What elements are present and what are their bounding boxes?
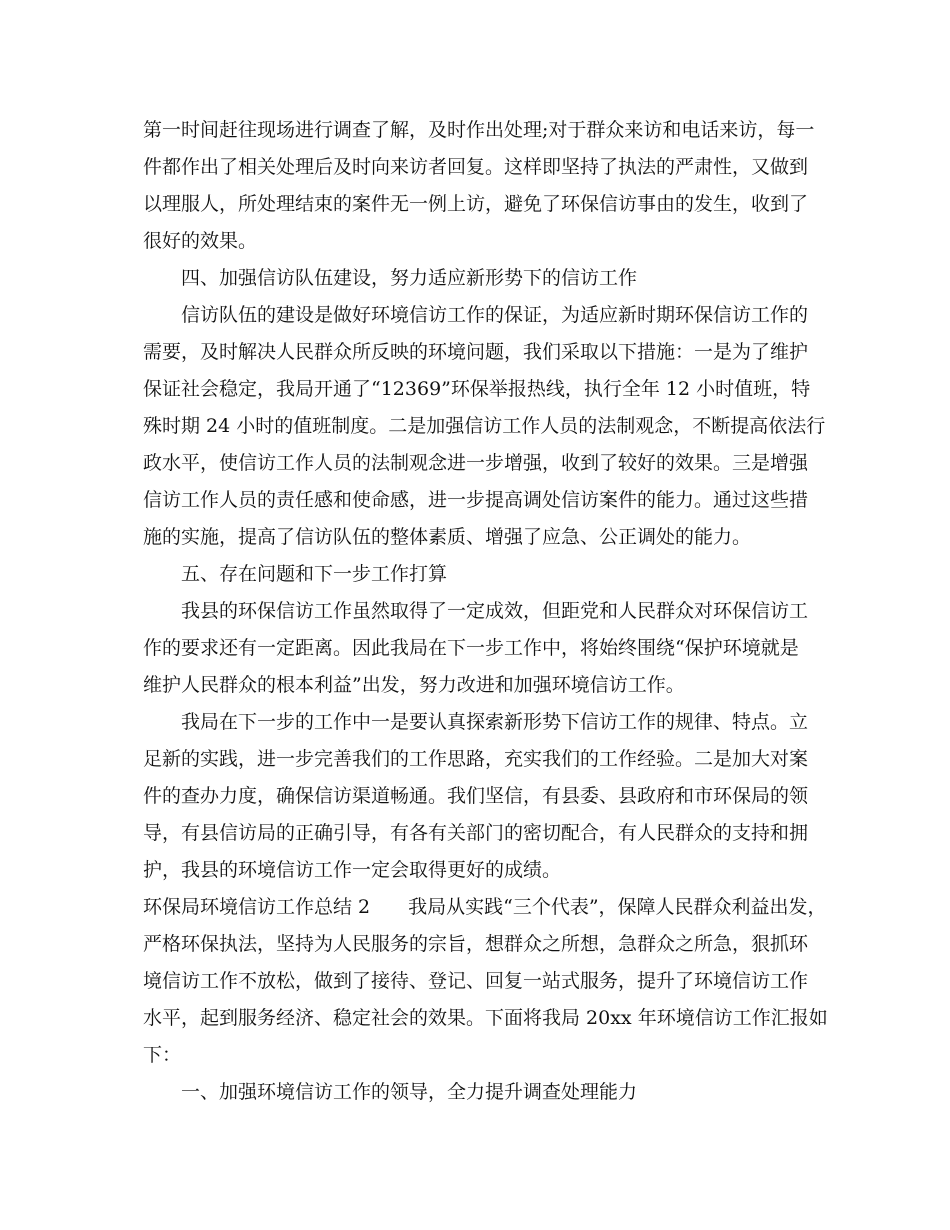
paragraph-start-line: 我局在下一步的工作中一是要认真探索新形势下信访工作的规律、特点。立 <box>181 711 809 733</box>
text-line: 信访工作人员的责任感和使命感，进一步提高调处信访案件的能力。通过这些措 <box>143 489 809 511</box>
text-line: 施的实施，提高了信访队伍的整体素质、增强了应急、公正调处的能力。 <box>143 526 752 548</box>
paragraph-start-line: 信访队伍的建设是做好环境信访工作的保证，为适应新时期环保信访工作的 <box>181 304 809 326</box>
section-heading: 一、加强环境信访工作的领导，全力提升调查处理能力 <box>181 1081 638 1103</box>
text-line: 境信访工作不放松，做到了接待、登记、回复一站式服务，提升了环境信访工作 <box>143 970 809 992</box>
text-line: 足新的实践，进一步完善我们的工作思路，充实我们的工作经验。二是加大对案 <box>143 748 809 770</box>
text-line: 保证社会稳定，我局开通了“12369”环保举报热线，执行全年 12 小时值班，特 <box>143 378 811 400</box>
text-line: 第一时间赶往现场进行调查了解，及时作出处理;对于群众来访和电话来访，每一 <box>143 119 815 141</box>
text-line: 护，我县的环境信访工作一定会取得更好的成绩。 <box>143 859 562 881</box>
text-line: 件都作出了相关处理后及时向来访者回复。这样即坚持了执法的严肃性，又做到 <box>143 156 809 178</box>
text-line: 维护人民群众的根本利益”出发，努力改进和加强环境信访工作。 <box>143 674 685 696</box>
text-line: 下： <box>143 1044 182 1066</box>
text-line: 导，有县信访局的正确引导，有各有关部门的密切配合，有人民群众的支持和拥 <box>143 822 809 844</box>
text-line: 需要，及时解决人民群众所反映的环境问题，我们采取以下措施：一是为了维护 <box>143 341 809 363</box>
text-line: 以理服人，所处理结束的案件无一例上访，避免了环保信访事由的发生，收到了 <box>143 193 809 215</box>
text-line: 件的查办力度，确保信访渠道畅通。我们坚信，有县委、县政府和市环保局的领 <box>143 785 809 807</box>
document-title-line: 环保局环境信访工作总结 2 我局从实践“三个代表”，保障人民群众利益出发， <box>143 896 827 918</box>
text-line: 殊时期 24 小时的值班制度。二是加强信访工作人员的法制观念，不断提高依法行 <box>143 415 826 437</box>
text-line: 水平，起到服务经济、稳定社会的效果。下面将我局 20xx 年环境信访工作汇报如 <box>143 1007 828 1029</box>
text-line: 很好的效果。 <box>143 230 258 252</box>
section-heading: 四、加强信访队伍建设，努力适应新形势下的信访工作 <box>181 267 638 289</box>
text-line: 作的要求还有一定距离。因此我局在下一步工作中，将始终围绕“保护环境就是 <box>143 637 799 659</box>
section-heading: 五、存在问题和下一步工作打算 <box>181 563 448 585</box>
text-line: 政水平，使信访工作人员的法制观念进一步增强，收到了较好的效果。三是增强 <box>143 452 809 474</box>
paragraph-start-line: 我县的环保信访工作虽然取得了一定成效，但距党和人民群众对环保信访工 <box>181 600 809 622</box>
text-line: 严格环保执法，坚持为人民服务的宗旨，想群众之所想，急群众之所急，狠抓环 <box>143 933 809 955</box>
